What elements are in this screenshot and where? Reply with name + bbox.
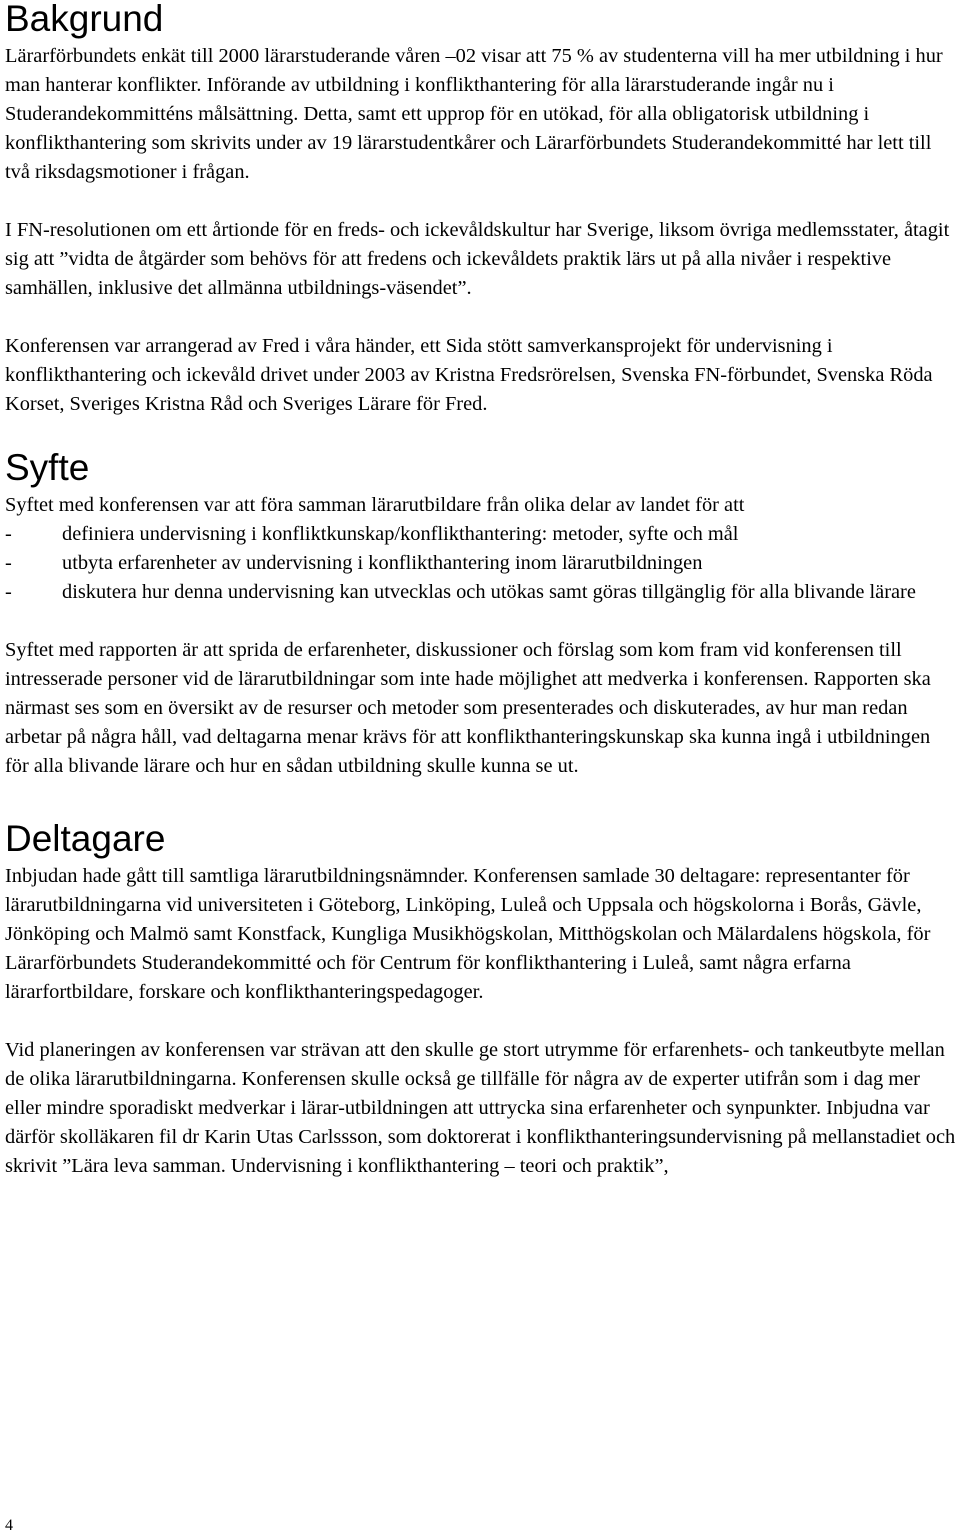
list-item-text: definiera undervisning i konfliktkunskap/konflikthantering: metoder, syfte och mål [62, 523, 739, 545]
dash-bullet: - [5, 552, 12, 574]
paragraph-syfte-rapport: Syftet med rapporten är att sprida de erfarenheter, diskussioner och förslag som kom fram vid konferensen till intresserade personer vid de lärarutbildningar som inte hade möjlighet att medverka i konferensen. Rapporten ska närmast ses som en översikt av de resurser och metoder som presenterades och diskuterades, av hur man redan arbetar på några håll, vad deltagarna menar krävs för att konflikthanteringskunskap ska kunna ingå i utbildningen för alla blivande lärare och hur en sådan utbildning skulle kunna se ut. [5, 639, 931, 777]
paragraph-deltagare-1: Inbjudan hade gått till samtliga lärarutbildningsnämnder. Konferensen samlade 30 deltagare: representanter för lärarutbildningarna vid universiteten i Göteborg, Linköping, Luleå och Uppsala och högskolorna i Borås, Gävle, Jönköping och Malmö samt Konstfack, Kungliga Musikhögskolan, Mitthögskolan och Mälardalens högskola, för Lärarförbundets Studerandekommitté och för Centrum för konflikthantering i Luleå, samt några erfarna lärarfortbildare, forskare och konflikthanteringspedagoger. [5, 865, 931, 1003]
list-item [5, 549, 957, 578]
list-item [5, 520, 957, 549]
page-number: 4 [5, 1517, 13, 1534]
dash-bullet: - [5, 523, 12, 545]
list-item-text: utbyta erfarenheter av undervisning i konflikthantering inom lärarutbildningen [62, 552, 703, 574]
paragraph-deltagare-2: Vid planeringen av konferensen var strävan att den skulle ge stort utrymme för erfarenhets- och tankeutbyte mellan de olika lärarutbildningarna. Konferensen skulle också ge tillfälle för några av de experter utifrån som i dag mer eller mindre sporadiskt medverkar i lärar-utbildningen att uttrycka sina erfarenheter och synpunkter. Inbjudna var därför skolläkaren fil dr Karin Utas Carlssson, som doktorerat i konflikthanteringsundervisning på mellanstadiet och skrivit ”Lära leva samman. Undervisning i konflikthantering – teori och praktik”, [5, 1039, 956, 1177]
heading-deltagare: Deltagare [5, 818, 166, 859]
heading-bakgrund: Bakgrund [5, 0, 164, 39]
paragraph-bakgrund-2: I FN-resolutionen om ett årtionde för en freds- och ickevåldskultur har Sverige, liksom övriga medlemsstater, åtagit sig att ”vidta de åtgärder som behövs för att fredens och ickevåldets praktik lärs ut på alla nivåer i respektive samhällen, inklusive det allmänna utbildnings-väsendet”. [5, 219, 950, 299]
list-item [5, 578, 957, 607]
paragraph-syfte-intro: Syftet med konferensen var att föra samman lärarutbildare från olika delar av landet för att [5, 494, 745, 516]
paragraph-bakgrund-1: Lärarförbundets enkät till 2000 lärarstuderande våren –02 visar att 75 % av studenterna vill ha mer utbildning i hur man hanterar konflikter. Införande av utbildning i konflikthantering för alla lärarstuderande ingår nu i Studerandekommitténs målsättning. Detta, samt ett upprop för en utökad, för alla obligatorisk utbildning i konflikthantering som skrivits under av 19 lärarstudentkårer och Lärarförbundets Studerandekommitté har lett till två riksdagsmotioner i frågan. [5, 45, 943, 183]
list-item-text: diskutera hur denna undervisning kan utvecklas och utökas samt göras tillgänglig för alla blivande lärare [62, 581, 916, 603]
paragraph-bakgrund-3: Konferensen var arrangerad av Fred i våra händer, ett Sida stött samverkansprojekt för undervisning i konflikthantering och ickevåld drivet under 2003 av Kristna Fredsrörelsen, Svenska FN-förbundet, Svenska Röda Korset, Sveriges Kristna Råd och Sveriges Lärare för Fred. [5, 335, 933, 415]
document-page [5, 0, 957, 1181]
heading-syfte: Syfte [5, 447, 90, 488]
syfte-list [5, 520, 957, 607]
dash-bullet: - [5, 581, 12, 603]
